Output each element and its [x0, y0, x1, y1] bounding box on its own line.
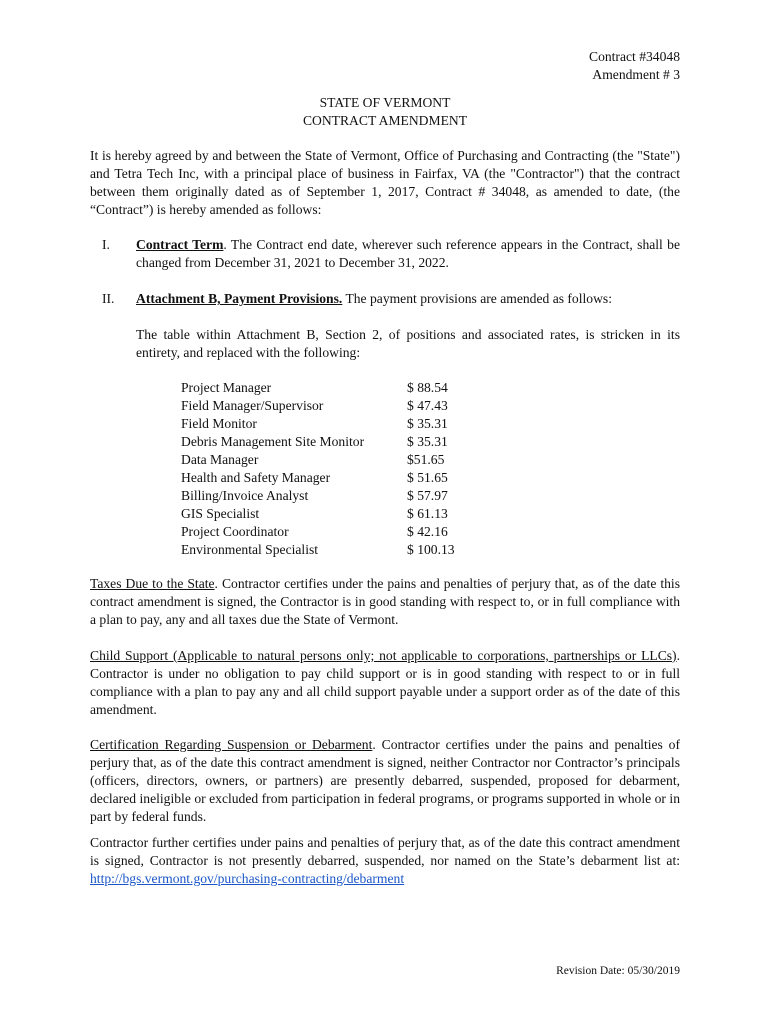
certification-heading: Certification Regarding Suspension or Debarment [90, 737, 373, 752]
item-heading: Contract Term [136, 237, 224, 252]
child-support-paragraph [90, 647, 680, 719]
rate-amount: $ 35.31 [407, 434, 448, 449]
rate-position: Debris Management Site Monitor [181, 434, 365, 449]
payment-table-note: The table within Attachment B, Section 2, of positions and associated rates, is stricken in its entirety, and replaced with the following: [136, 327, 680, 360]
child-support-heading: Child Support (Applicable to natural persons only; not applicable to corporations, partnerships or LLCs) [90, 648, 677, 663]
rate-amount: $ 88.54 [407, 380, 448, 395]
rate-row [181, 487, 481, 505]
item-text: The payment provisions are amended as follows: [342, 291, 612, 306]
rate-row [181, 469, 481, 487]
child-support-text: . Contractor is under no obligation to pay child support or is in good standing with respect to or in full compliance with a plan to pay any and all child support payable under a support order as of the date of this amendment. [90, 648, 680, 717]
rate-position: Health and Safety Manager [181, 470, 331, 485]
contract-header [589, 48, 680, 84]
document-page [90, 0, 680, 1024]
rate-row [181, 523, 481, 541]
document-title [90, 94, 680, 130]
certification-paragraph [90, 736, 680, 826]
certification-text: . Contractor certifies under the pains and penalties of perjury that, as of the date this contract amendment is signed, neither Contractor nor Contractor’s principals (officers, directors, owners, or partners) are presently debarred, suspended, proposed for debarment, declared ineligible or excluded from participation in federal programs, or programs supported in whole or in part by federal funds. [90, 737, 680, 824]
item-numeral: I. [102, 237, 110, 252]
rate-row [181, 379, 481, 397]
contract-number: Contract #34048 [589, 49, 680, 64]
item-body [136, 290, 680, 308]
item-numeral: II. [102, 291, 115, 306]
revision-date: Revision Date: 05/30/2019 [556, 965, 680, 977]
rate-amount: $ 100.13 [407, 542, 455, 557]
rate-row [181, 505, 481, 523]
rate-position: Data Manager [181, 452, 259, 467]
further-certification-paragraph [90, 834, 680, 888]
amendment-number: Amendment # 3 [592, 67, 680, 82]
rate-row [181, 433, 481, 451]
rate-position: Billing/Invoice Analyst [181, 488, 309, 503]
rate-position: Project Manager [181, 380, 272, 395]
rate-position: Field Monitor [181, 416, 257, 431]
rate-row [181, 451, 481, 469]
item-heading: Attachment B, Payment Provisions. [136, 291, 343, 306]
intro-paragraph: It is hereby agreed by and between the State of Vermont, Office of Purchasing and Contracting (the "State") and Tetra Tech Inc, with a principal place of business in Fairfax, VA (the "Contractor") that the contract between them originally dated as of September 1, 2017, Contract # 34048, as amended to date, (the “Contract”) is hereby amended as follows: [90, 148, 680, 217]
item-body [136, 236, 680, 272]
rate-amount: $51.65 [407, 452, 445, 467]
title-line-1: STATE OF VERMONT [319, 95, 451, 110]
rates-table [181, 379, 481, 559]
rate-position: Project Coordinator [181, 524, 289, 539]
rate-amount: $ 47.43 [407, 398, 448, 413]
rate-amount: $ 61.13 [407, 506, 448, 521]
rate-position: Field Manager/Supervisor [181, 398, 324, 413]
taxes-heading: Taxes Due to the State [90, 576, 215, 591]
rate-amount: $ 42.16 [407, 524, 448, 539]
title-line-2: CONTRACT AMENDMENT [302, 113, 467, 128]
item-text: . The Contract end date, wherever such reference appears in the Contract, shall be changed from December 31, 2021 to December 31, 2022. [136, 237, 680, 270]
taxes-text: . Contractor certifies under the pains and penalties of perjury that, as of the date this contract amendment is signed, the Contractor is in good standing with respect to, or in full compliance with a plan to pay, any and all taxes due the State of Vermont. [90, 576, 680, 627]
rate-row [181, 541, 481, 559]
rate-amount: $ 51.65 [407, 470, 448, 485]
taxes-paragraph [90, 575, 680, 629]
rate-amount: $ 57.97 [407, 488, 448, 503]
rate-row [181, 415, 481, 433]
debarment-list-link[interactable]: http://bgs.vermont.gov/purchasing-contracting/debarment [90, 871, 405, 886]
rate-position: Environmental Specialist [181, 542, 319, 557]
rate-position: GIS Specialist [181, 506, 260, 521]
rate-amount: $ 35.31 [407, 416, 448, 431]
rate-row [181, 397, 481, 415]
further-certification-text: Contractor further certifies under pains and penalties of perjury that, as of the date this contract amendment is signed, Contractor is not presently debarred, suspended, nor named on the State’s debarment list at: [90, 835, 680, 868]
